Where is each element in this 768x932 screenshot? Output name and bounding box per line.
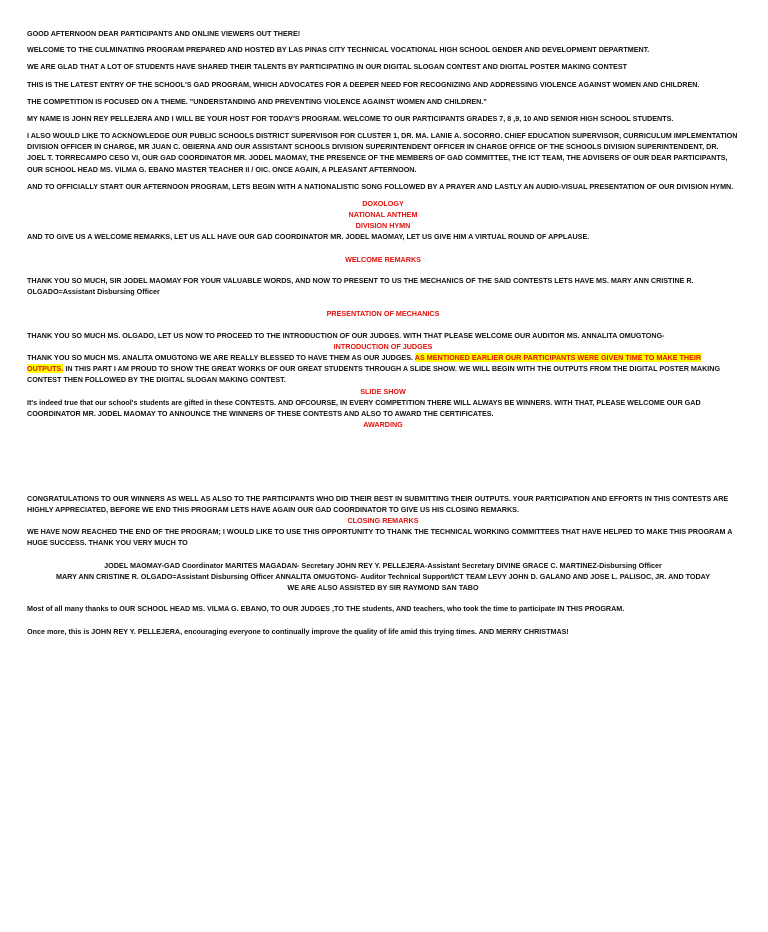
closing-message-paragraph: Once more, this is JOHN REY Y. PELLEJERA, encouraging everyone to continually improve the quality of life amid this trying times. AND MERRY CHRISTMAS! — [27, 627, 569, 636]
congratulations-paragraph: CONGRATULATIONS TO OUR WINNERS AS WELL AS ALSO TO THE PARTICIPANTS WHO DID THEIR BEST IN SUBMITTING THEIR OUTPUTS. YOUR PARTICIPATION AND EFFORTS IN THIS CONTESTS ARE HIGHLY APPRECIATED, BEFORE WE END THIS PROGRAM LETS HAVE AGAIN OUR GAD COORDINATOR TO GIVE US HIS CLOSING REMARKS. — [27, 494, 729, 515]
slideshow-intro-text-b: IN THIS PART I AM PROUD TO SHOW THE GREAT WORKS OF OUR GREAT STUDENTS THROUGH A SLIDE SHOW. WE WILL BEGIN WITH THE OUTPUTS FROM THE DIGITAL POSTER MAKING CONTEST THEN FOLLOWED BY THE DIGITAL SLOGAN MAKING CONTEST. — [27, 364, 721, 385]
heading-closing-remarks: CLOSING REMARKS — [347, 516, 419, 525]
heading-doxology: DOXOLOGY — [362, 199, 404, 208]
acknowledgement-paragraph: I ALSO WOULD LIKE TO ACKNOWLEDGE OUR PUBLIC SCHOOLS DISTRICT SUPERVISOR FOR CLUSTER 1, DR. MA. LANIE A. SOCORRO. CHIEF EDUCATION SUPERVISOR, CURRICULUM IMPLEMENTATION DIVISION OFFICER IN CHARGE, MR JUAN C. OBIERNA AND OUR ASSISTANT SCHOOLS DIVISION SUPERINTENDENT OFFICER IN CHARGE OFFICE OF THE SCHOOLS DIVISION SUPERINTENDENT, DR. JOEL T. TORRECAMPO CESO VI, OUR GAD COORDINATOR MR. JODEL MAOMAY, THE PRESENCE OF THE MEMBERS OF GAD COMMITTEE, THE ICT TEAM, THE ADVISERS OF OUR DEAR PARTICIPANTS, OUR SCHOOL HEAD MS. VILMA G. EBANO MASTER TEACHER II / OIC. ONCE AGAIN, A PLEASANT AFTERNOON. — [27, 131, 738, 174]
theme-paragraph: THE COMPETITION IS FOCUSED ON A THEME. "UNDERSTANDING AND PREVENTING VIOLENCE AGAINST WOMEN AND CHILDREN." — [27, 97, 487, 106]
heading-introduction-of-judges: INTRODUCTION OF JUDGES — [333, 342, 433, 351]
welcome-paragraph: WELCOME TO THE CULMINATING PROGRAM PREPARED AND HOSTED BY LAS PINAS CITY TECHNICAL VOCATIONAL HIGH SCHOOL GENDER AND DEVELOPMENT DEPARTMENT. — [27, 45, 650, 54]
welcome-remarks-intro: AND TO GIVE US A WELCOME REMARKS, LET US ALL HAVE OUR GAD COORDINATOR MR. JODEL MAOMAY, LET US GIVE HIM A VIRTUAL ROUND OF APPLAUSE. — [27, 232, 590, 241]
heading-division-hymn: DIVISION HYMN — [355, 221, 411, 230]
heading-slide-show: SLIDE SHOW — [360, 387, 406, 396]
heading-awarding: AWARDING — [363, 420, 403, 429]
mechanics-intro: THANK YOU SO MUCH, SIR JODEL MAOMAY FOR YOUR VALUABLE WORDS, AND NOW TO PRESENT TO US THE MECHANICS OF THE SAID CONTESTS LETS HAVE MS. MARY ANN CRISTINE R. OLGADO=Assistant Disbursing Officer — [27, 276, 694, 297]
host-intro-paragraph: MY NAME IS JOHN REY PELLEJERA AND I WILL BE YOUR HOST FOR TODAY'S PROGRAM. WELCOME TO OUR PARTICIPANTS GRADES 7, 8 ,9, 10 AND SENIOR HIGH SCHOOL STUDENTS. — [27, 114, 674, 123]
credits-line-2: MARY ANN CRISTINE R. OLGADO=Assistant Disbursing Officer ANNALITA OMUGTONG- Auditor Technical Support/ICT TEAM LEVY JOHN D. GALANO AND JOSE L. PALISOC, JR. AND TODAY — [55, 572, 711, 581]
judges-intro: THANK YOU SO MUCH MS. OLGADO, LET US NOW TO PROCEED TO THE INTRODUCTION OF OUR JUDGES. WITH THAT PLEASE WELCOME OUR AUDITOR MS. ANNALITA OMUGTONG- — [27, 331, 665, 340]
credits-line-1: JODEL MAOMAY-GAD Coordinator MARITES MAGADAN- Secretary JOHN REY Y. PELLEJERA-Assistant Secretary DIVINE GRACE C. MARTINEZ-Disbursing Officer — [104, 561, 662, 570]
gad-program-paragraph: THIS IS THE LATEST ENTRY OF THE SCHOOL'S GAD PROGRAM, WHICH ADVOCATES FOR A DEEPER NEED FOR RECOGNIZING AND ADDRESSING VIOLENCE AGAINST WOMEN AND CHILDREN. — [27, 80, 700, 89]
slideshow-intro-text-a: THANK YOU SO MUCH MS. ANALITA OMUGTONG WE ARE REALLY BLESSED TO HAVE THEM AS OUR JUDGES. — [27, 353, 415, 362]
winners-intro: It's indeed true that our school's students are gifted in these CONTESTS. AND OFCOURSE, IN EVERY COMPETITION THERE WILL ALWAYS BE WINNERS. WITH THAT, PLEASE WELCOME OUR GAD COORDINATOR MR. JODEL MAOMAY TO ANNOUNCE THE WINNERS OF THESE CONTESTS AND ALSO TO AWARD THE CERTIFICATES. — [27, 398, 701, 419]
final-thanks-paragraph: Most of all many thanks to OUR SCHOOL HEAD MS. VILMA G. EBANO, TO OUR JUDGES ,TO THE students, AND teachers, who took the time to participate IN THIS PROGRAM. — [27, 604, 625, 613]
heading-national-anthem: NATIONAL ANTHEM — [348, 210, 418, 219]
closing-thanks-paragraph: WE HAVE NOW REACHED THE END OF THE PROGRAM; I WOULD LIKE TO USE THIS OPPORTUNITY TO THANK THE TECHNICAL WORKING COMMITTEES THAT HAVE HELPED TO MAKE THIS PROGRAM A HUGE SUCCESS. THANK YOU VERY MUCH TO — [27, 527, 733, 548]
highlighted-text: AS MENTIONED EARLIER OUR PARTICIPANTS WERE GIVEN TIME TO MAKE THEIR OUTPUTS. — [27, 353, 702, 374]
slideshow-intro-paragraph — [27, 352, 739, 386]
greeting-paragraph: GOOD AFTERNOON DEAR PARTICIPANTS AND ONLINE VIEWERS OUT THERE! — [27, 29, 301, 38]
talents-paragraph: WE ARE GLAD THAT A LOT OF STUDENTS HAVE SHARED THEIR TALENTS BY PARTICIPATING IN OUR DIGITAL SLOGAN CONTEST AND DIGITAL POSTER MAKING CONTEST — [27, 62, 628, 71]
program-start-paragraph: AND TO OFFICIALLY START OUR AFTERNOON PROGRAM, LETS BEGIN WITH A NATIONALISTIC SONG FOLLOWED BY A PRAYER AND LASTLY AN AUDIO-VISUAL PRESENTATION OF OUR DIVISION HYMN. — [27, 182, 734, 191]
heading-welcome-remarks: WELCOME REMARKS — [345, 255, 421, 264]
heading-presentation-of-mechanics: PRESENTATION OF MECHANICS — [326, 309, 440, 318]
credits-line-3: WE ARE ALSO ASSISTED BY SIR RAYMOND SAN TABO — [287, 583, 479, 592]
